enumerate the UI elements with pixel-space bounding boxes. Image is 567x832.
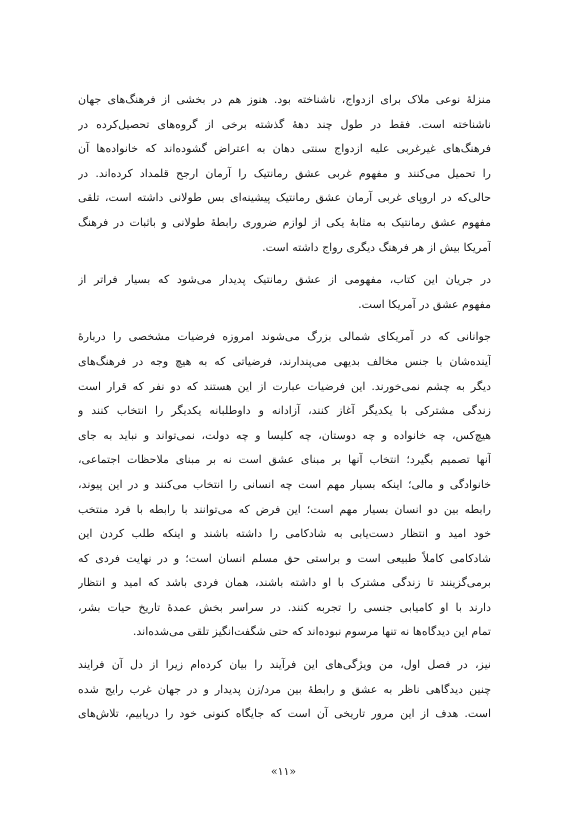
text-line: زندگی مشترکی با یکدیگر آغاز کنند، آزادانه و داوطلبانه یکدیگر را انتخاب کنند و	[78, 404, 491, 418]
paragraph-4	[78, 653, 491, 727]
text-line: حالی‌که در اروپای غربی آرمان عشق رمانتیک پیشینه‌ای بس طولانی داشته است، تلقی	[78, 191, 491, 205]
paragraph-2	[78, 268, 491, 317]
text-line: چنین دیدگاهی ناظر به عشق و رابطهٔ بین مرد/زن پدیدار و در جهان غرب رایج شده	[78, 682, 491, 696]
text-line: آنها تصمیم بگیرد؛ انتخاب آنها بر مبنای عشق است نه بر مبنای ملاحظات اجتماعی،	[78, 453, 491, 467]
text-line: آمریکا بیش از هر فرهنگ دیگری رواج داشته است.	[262, 240, 491, 254]
text-line: خود امید و انتظار دست‌یابی به شادکامی را داشته باشند و اینکه طلب کردن این	[78, 527, 491, 541]
text-line: نیز، در فصل اول، من ویژگی‌های این فرآیند را بیان کرده‌ام زیرا از دل آن فرایند	[78, 658, 491, 672]
text-line: است. هدف از این مرور تاریخی آن است که جایگاه کنونی خود را دریابیم، تلاش‌های	[78, 707, 491, 721]
page-number: «۱۱»	[270, 765, 297, 778]
text-line: شادکامی کاملاً طبیعی است و براستی حق مسلم انسان است؛ و در نهایت فردی که	[78, 551, 491, 565]
text-line: خانوادگی و مالی؛ اینکه بسیار مهم است چه انسانی را انتخاب می‌کنند و در این پیوند،	[78, 477, 491, 491]
text-line: آینده‌شان با جنس مخالف بدیهی می‌پندارند، فرضیاتی که به هیچ وجه در فرهنگ‌های	[78, 354, 491, 368]
body-text	[78, 88, 491, 735]
text-line: فرهنگ‌های غیر‌غربی علیه ازدواج سنتی دهان به اعتراض گشوده‌اند که خانواده‌ها آن	[78, 142, 491, 156]
text-line: در جریان این کتاب، مفهومی از عشق رمانتیک پدیدار می‌شود که بسیار فراتر از	[78, 273, 491, 287]
text-line: تمام این دیدگاه‌ها نه تنها مرسوم نبوده‌اند که حتی شگفت‌انگیز تلقی می‌شده‌اند.	[132, 625, 491, 639]
text-line: جوانانی که در آمریکای شمالی بزرگ می‌شوند امروزه فرضیات مشخصی را دربارهٔ	[78, 330, 491, 344]
text-line: رابطه بین دو انسان بسیار مهم است؛ این فرض که می‌توانند با رابطه با فرد منتخب	[78, 502, 491, 516]
paragraph-1	[78, 88, 491, 260]
text-line: هیچ‌کس، چه خانواده و چه دوستان، چه کلیسا و چه دولت، نمی‌تواند و نباید به جای	[78, 428, 491, 442]
text-line: دیگر به چشم نمی‌خورند. این فرضیات عبارت از این هستند که دو نفر که قرار است	[78, 379, 491, 393]
text-line: دارند با او کامیابی جنسی را تجربه کنند. در سراسر بخش عمدهٔ تاریخ حیات بشر،	[78, 600, 491, 614]
paragraph-3	[78, 325, 491, 645]
text-line: را تحمیل می‌کنند و مفهوم غربی عشق رمانتیک را آرمان ارجح قلمداد کرده‌اند. در	[78, 166, 491, 180]
text-line: مفهوم عشق در آمریکا است.	[358, 297, 491, 311]
text-line: منزلهٔ نوعی ملاک برای ازدواج، ناشناخته بود. هنوز هم در بخشی از فرهنگ‌های جهان	[78, 93, 491, 106]
text-line: ناشناخته است. فقط در طول چند دههٔ گذشته برخی از گروه‌های تحصیل‌کرده در	[78, 117, 491, 131]
text-line: برمی‌گزینند تا زندگی مشترک با او داشته باشند، همان فردی باشد که امید و انتظار	[78, 576, 491, 590]
text-line: مفهوم عشق رمانتیک به مثابهٔ یکی از لوازم ضروری رابطهٔ طولانی و باثبات در فرهنگ	[78, 215, 491, 229]
